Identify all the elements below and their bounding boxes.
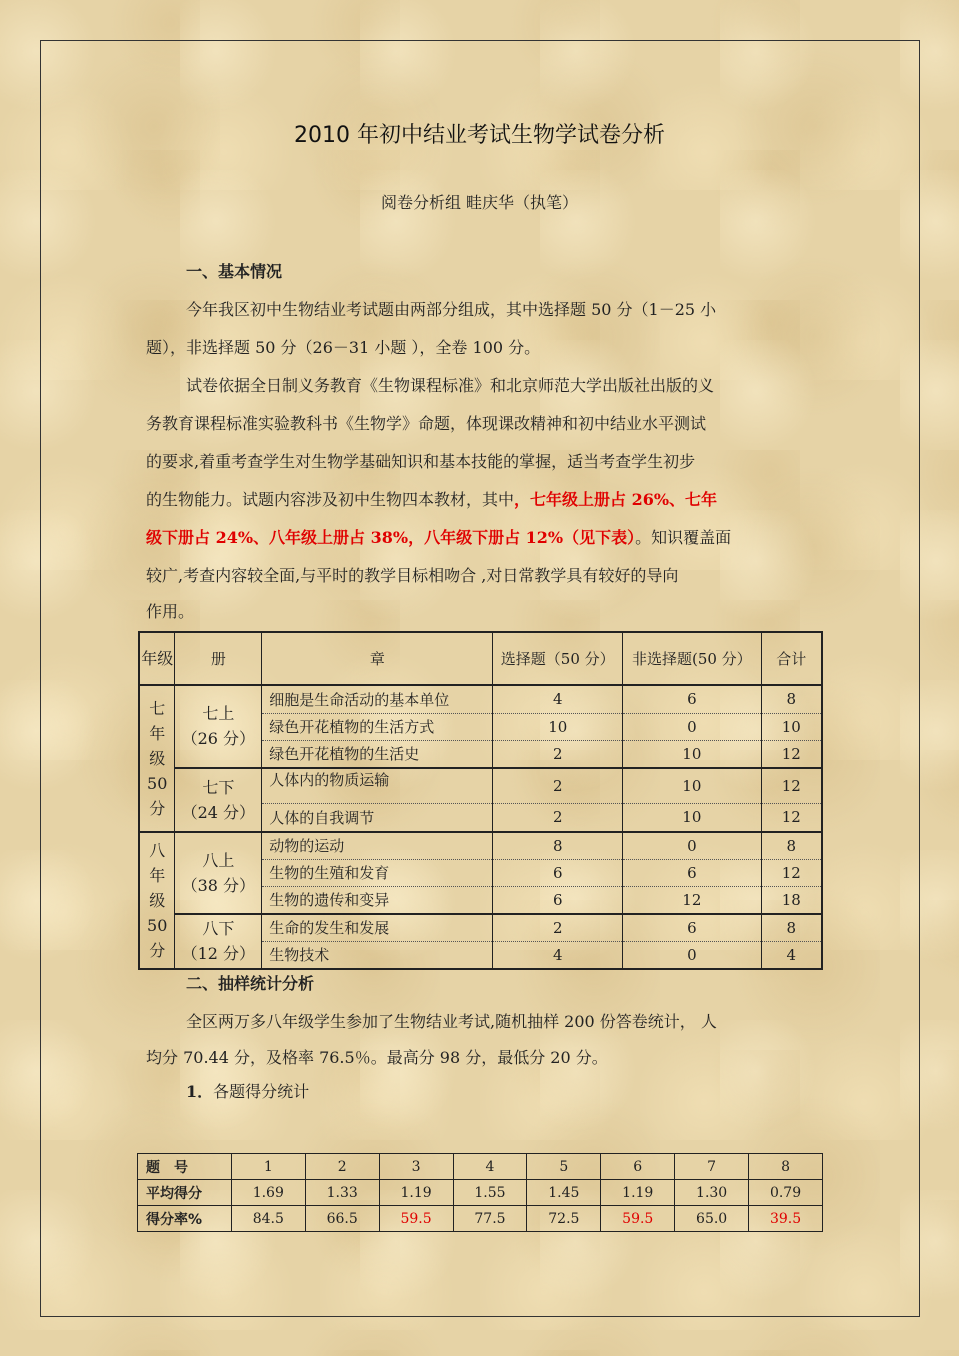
- nmc-cell: 6: [623, 859, 762, 886]
- nmc-cell: 10: [623, 740, 762, 768]
- chapter-cell: 人体内的物质运输: [262, 768, 493, 804]
- total-cell: 12: [761, 859, 822, 886]
- table-row: [139, 914, 822, 942]
- chapter-cell: 细胞是生命活动的基本单位: [262, 685, 493, 713]
- chapter-cell: 生物的遗传和变异: [262, 886, 493, 914]
- score-rate: 65.0: [675, 1206, 749, 1232]
- header-non-multiple-choice: 非选择题(50 分）: [623, 632, 762, 685]
- avg-score: 1.69: [231, 1180, 305, 1206]
- header-multiple-choice: 选择题（50 分）: [493, 632, 623, 685]
- avg-score: 1.30: [675, 1180, 749, 1206]
- score-rate-row: [138, 1206, 823, 1232]
- question-number: 3: [379, 1154, 453, 1180]
- mc-cell: 6: [493, 886, 623, 914]
- section2-heading: 二、抽样统计分析: [186, 974, 315, 993]
- score-rate: 66.5: [305, 1206, 379, 1232]
- total-cell: 10: [761, 713, 822, 740]
- subsection-number: 1．: [186, 1082, 214, 1101]
- volume-7a: 七上 （26 分）: [175, 685, 262, 768]
- mc-cell: 4: [493, 685, 623, 713]
- paragraph-line: 均分 70.44 分，及格率 76.5％。最高分 98 分，最低分 20 分。: [146, 1048, 608, 1067]
- mc-cell: 6: [493, 859, 623, 886]
- volume-7b: 七下 （24 分）: [175, 768, 262, 832]
- question-number: 6: [601, 1154, 675, 1180]
- grade-7-label: 七 年 级 50 分: [139, 685, 175, 832]
- header-total: 合计: [761, 632, 822, 685]
- chapter-cell: 生物技术: [262, 941, 493, 969]
- score-stats-table: [137, 1153, 823, 1232]
- total-cell: 12: [761, 740, 822, 768]
- header-grade: 年级: [139, 632, 175, 685]
- volume-8b: 八下 （12 分）: [175, 914, 262, 969]
- paragraph-text: 的生物能力。试题内容涉及初中生物四本教材，其中: [146, 490, 515, 509]
- avg-score: 0.79: [749, 1180, 823, 1206]
- total-cell: 8: [761, 914, 822, 942]
- nmc-cell: 10: [623, 804, 762, 832]
- table-row: [139, 685, 822, 713]
- table-row: [139, 768, 822, 804]
- header-volume: 册: [175, 632, 262, 685]
- chapter-cell: 绿色开花植物的生活史: [262, 740, 493, 768]
- highlight-text: 级下册占 24%、八年级上册占 38%，八年级下册占 12%（见下表）: [146, 528, 636, 547]
- table-row: [139, 832, 822, 860]
- mc-cell: 2: [493, 740, 623, 768]
- nmc-cell: 12: [623, 886, 762, 914]
- paragraph-line: 题），非选择题 50 分（26－31 小题 ），全卷 100 分。: [146, 338, 541, 357]
- question-number: 7: [675, 1154, 749, 1180]
- nmc-cell: 0: [623, 941, 762, 969]
- score-rate: 84.5: [231, 1206, 305, 1232]
- mc-cell: 10: [493, 713, 623, 740]
- score-rate: 59.5: [379, 1206, 453, 1232]
- total-cell: 12: [761, 804, 822, 832]
- question-number: 8: [749, 1154, 823, 1180]
- nmc-cell: 6: [623, 685, 762, 713]
- question-number-row: [138, 1154, 823, 1180]
- chapter-cell: 生命的发生和发展: [262, 914, 493, 942]
- chapter-cell: 绿色开花植物的生活方式: [262, 713, 493, 740]
- question-number: 5: [527, 1154, 601, 1180]
- question-number: 1: [231, 1154, 305, 1180]
- subsection-heading: [186, 1081, 866, 1103]
- content-distribution-table: [138, 631, 823, 970]
- avg-score: 1.55: [453, 1180, 527, 1206]
- mc-cell: 8: [493, 832, 623, 860]
- document-title: 2010 年初中结业考试生物学试卷分析: [294, 123, 665, 148]
- table-header-row: [139, 632, 822, 685]
- chapter-cell: 生物的生殖和发育: [262, 859, 493, 886]
- score-rate: 72.5: [527, 1206, 601, 1232]
- avg-score: 1.19: [601, 1180, 675, 1206]
- paragraph-line: 较广,考查内容较全面,与平时的教学目标相吻合 ,对日常教学具有较好的导向: [146, 566, 679, 585]
- row-label: 平均得分: [138, 1180, 232, 1206]
- subsection-text: 各题得分统计: [213, 1082, 310, 1101]
- paragraph-line: 今年我区初中生物结业考试题由两部分组成，其中选择题 50 分（1－25 小: [186, 300, 717, 319]
- score-rate: 77.5: [453, 1206, 527, 1232]
- highlight-text: ，七年级上册占 26%、七年: [514, 490, 718, 509]
- author-line: 阅卷分析组 畦庆华（执笔）: [380, 193, 579, 212]
- grade-8-label: 八 年 级 50 分: [139, 832, 175, 969]
- total-cell: 18: [761, 886, 822, 914]
- mc-cell: 2: [493, 768, 623, 804]
- mc-cell: 2: [493, 804, 623, 832]
- score-rate: 59.5: [601, 1206, 675, 1232]
- mc-cell: 4: [493, 941, 623, 969]
- avg-score: 1.33: [305, 1180, 379, 1206]
- volume-8a: 八上 （38 分）: [175, 832, 262, 914]
- total-cell: 8: [761, 832, 822, 860]
- paragraph-line: [146, 527, 826, 549]
- question-number: 4: [453, 1154, 527, 1180]
- paragraph-line: [146, 489, 826, 511]
- avg-score-row: [138, 1180, 823, 1206]
- mc-cell: 2: [493, 914, 623, 942]
- total-cell: 4: [761, 941, 822, 969]
- chapter-cell: 人体的自我调节: [262, 804, 493, 832]
- total-cell: 12: [761, 768, 822, 804]
- total-cell: 8: [761, 685, 822, 713]
- row-label: 得分率%: [138, 1206, 232, 1232]
- avg-score: 1.19: [379, 1180, 453, 1206]
- nmc-cell: 6: [623, 914, 762, 942]
- chapter-cell: 动物的运动: [262, 832, 493, 860]
- score-rate: 39.5: [749, 1206, 823, 1232]
- question-number: 2: [305, 1154, 379, 1180]
- paragraph-line: 的要求,着重考查学生对生物学基础知识和基本技能的掌握，适当考查学生初步: [146, 452, 696, 471]
- section1-heading: 一、基本情况: [186, 262, 283, 281]
- paragraph-line: 作用。: [146, 602, 195, 621]
- row-label: 题 号: [138, 1154, 232, 1180]
- nmc-cell: 0: [623, 713, 762, 740]
- avg-score: 1.45: [527, 1180, 601, 1206]
- paragraph-line: 全区两万多八年级学生参加了生物结业考试,随机抽样 200 份答卷统计， 人: [186, 1012, 717, 1031]
- nmc-cell: 0: [623, 832, 762, 860]
- header-chapter: 章: [262, 632, 493, 685]
- nmc-cell: 10: [623, 768, 762, 804]
- paragraph-line: 试卷依据全日制义务教育《生物课程标准》和北京师范大学出版社出版的义: [186, 376, 715, 395]
- paragraph-line: 务教育课程标准实验教科书《生物学》命题，体现课改精神和初中结业水平测试: [146, 414, 707, 433]
- paragraph-text: 。知识覆盖面: [635, 528, 732, 547]
